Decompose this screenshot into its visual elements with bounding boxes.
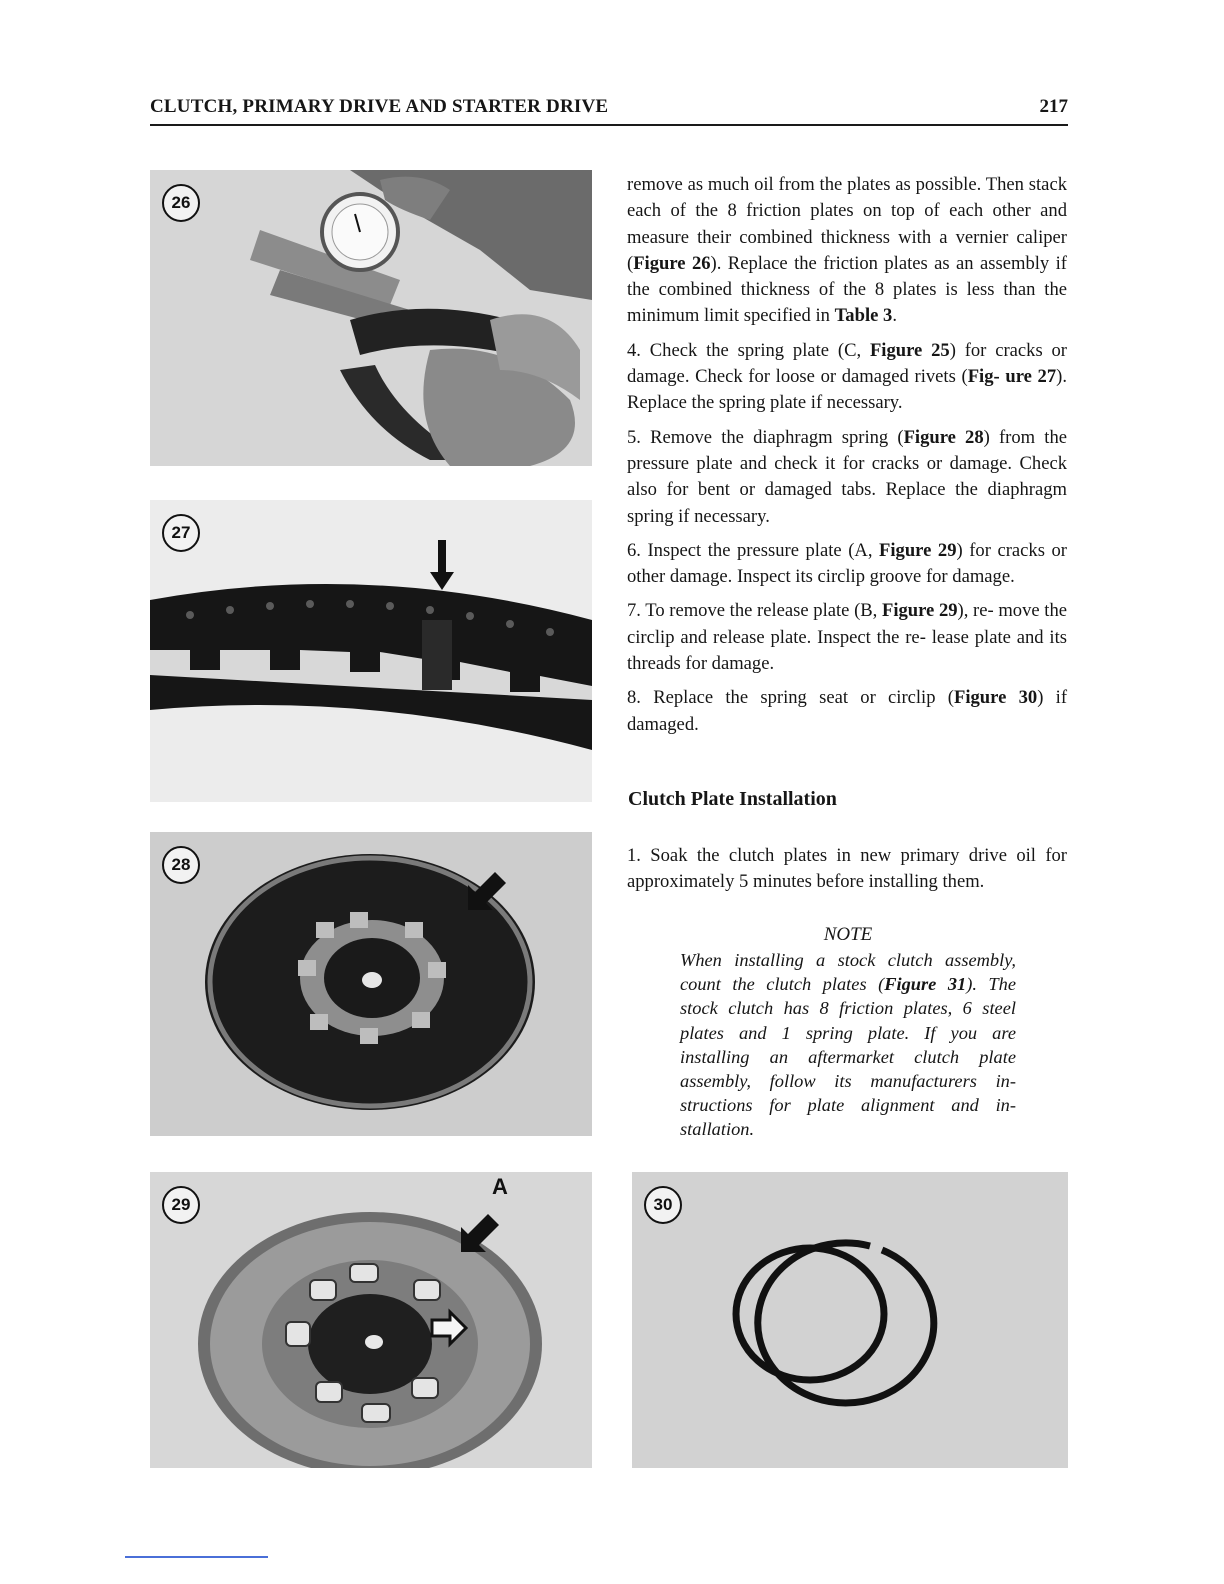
figure-reference: Figure 30 xyxy=(953,687,1038,709)
page-number: 217 xyxy=(1039,96,1068,117)
text-run: When installing a stock clutch assembly, count the clutch plates ( xyxy=(680,950,1016,995)
circlip-rings-photo-icon xyxy=(632,1172,1068,1468)
pressure-plate-photo-icon xyxy=(150,1172,592,1468)
section-heading: Clutch Plate Installation xyxy=(628,788,837,810)
figure-reference: Figure 25 xyxy=(869,339,950,361)
figure-26 xyxy=(150,170,592,466)
footer-link-underline[interactable] xyxy=(125,1556,268,1558)
paragraph-intro xyxy=(627,172,1067,330)
figure-27-badge: 27 xyxy=(162,514,200,552)
note-title: NOTE xyxy=(823,924,873,945)
figure-reference: Figure 29 xyxy=(881,600,958,622)
text-run: 7. To remove the release plate (B, xyxy=(627,600,882,622)
body-text xyxy=(627,172,1067,746)
text-run: ). The stock clutch has 8 friction plates, 6 steel plates and 1 spring plate. If you are installing an aftermarket clutch plate assembly, follow its manufacturers in- structions for plate alignment and in- stallation. xyxy=(680,974,1017,1140)
table-reference: Table 3 xyxy=(834,305,893,327)
paragraph-step-7 xyxy=(627,598,1067,677)
text-run: ) for cracks or damage. Check for loose or damaged rivets ( xyxy=(627,339,1067,388)
text-run: remove as much oil from the plates as possible. Then stack each of the 8 friction plates on top of each other and measure their combined thickness with a vernier caliper ( xyxy=(627,174,1067,274)
paragraph-step-5 xyxy=(627,425,1067,530)
text-run: ). Replace the spring plate if necessary. xyxy=(627,366,1067,414)
text-run: 5. Remove the diaphragm spring ( xyxy=(627,426,904,448)
note-body xyxy=(680,948,1016,1142)
text-run: 4. Check the spring plate (C, xyxy=(627,339,870,361)
paragraph-install-step-1: 1. Soak the clutch plates in new primary drive oil for approximately 5 minutes before installing them. xyxy=(627,845,1067,893)
figure-27 xyxy=(150,500,592,802)
paragraph-step-8 xyxy=(627,685,1067,738)
figure-reference: Fig- ure 27 xyxy=(967,366,1057,388)
text-run: ), re- move the circlip and release plate. Inspect the re- lease plate and its threads for damage. xyxy=(627,600,1067,675)
paragraph-step-4 xyxy=(627,338,1067,417)
figure-29-badge: 29 xyxy=(162,1186,200,1224)
paragraph-step-6 xyxy=(627,538,1067,591)
figure-26-badge: 26 xyxy=(162,184,200,222)
figure-29-label-a: A xyxy=(492,1174,508,1199)
figure-30 xyxy=(632,1172,1068,1468)
header-rule xyxy=(150,124,1068,126)
figure-reference: Figure 28 xyxy=(903,426,984,448)
text-run: ) if damaged. xyxy=(627,687,1068,735)
spring-plate-photo-icon xyxy=(150,500,592,802)
chapter-title: CLUTCH, PRIMARY DRIVE AND STARTER DRIVE xyxy=(150,96,609,117)
text-run: ). Replace the friction plates as an assembly if the combined thickness of the 8 plates is less than the minimum limit specified in xyxy=(627,252,1067,327)
figure-28 xyxy=(150,832,592,1136)
figure-28-badge: 28 xyxy=(162,846,200,884)
figure-29 xyxy=(150,1172,592,1468)
figure-reference: Figure 26 xyxy=(633,252,711,274)
figure-reference: Figure 31 xyxy=(884,974,967,995)
diaphragm-spring-photo-icon xyxy=(150,832,592,1136)
figure-30-badge: 30 xyxy=(644,1186,682,1224)
page-header xyxy=(150,96,1068,126)
caliper-photo-icon xyxy=(150,170,592,466)
text-run: ) for cracks or other damage. Inspect its circlip groove for damage. xyxy=(627,539,1067,588)
text-run: 8. Replace the spring seat or circlip ( xyxy=(627,687,954,709)
text-run: 6. Inspect the pressure plate (A, xyxy=(627,539,880,561)
text-run: ) from the pressure plate and check it for cracks or damage. Check also for bent or damaged tabs. Replace the diaphragm spring if necessary. xyxy=(627,426,1067,527)
text-run: . xyxy=(892,305,897,327)
figure-reference: Figure 29 xyxy=(879,539,957,561)
